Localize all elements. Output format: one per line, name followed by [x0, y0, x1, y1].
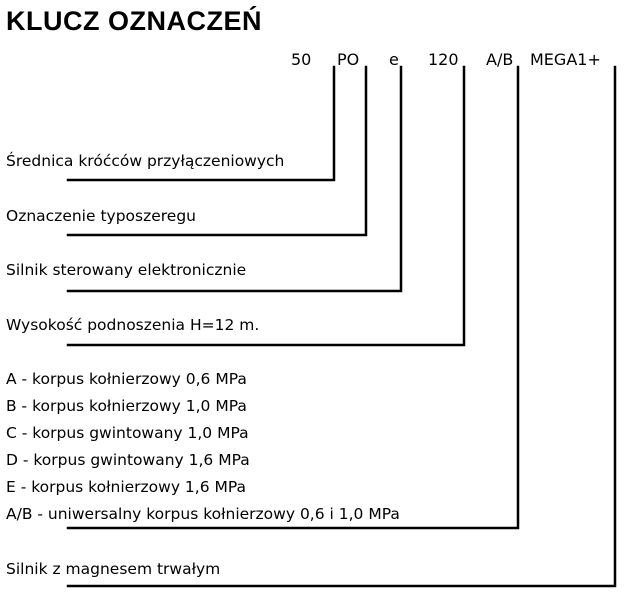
label-motor: Silnik z magnesem trwałym: [6, 560, 221, 578]
code-part-motor: MEGA1+: [530, 50, 601, 69]
connector-series: [68, 67, 366, 235]
body-variant-item: B - korpus kołnierzowy 1,0 MPa: [6, 397, 247, 415]
label-diameter: Średnica króćców przyłączeniowych: [6, 152, 285, 170]
body-variant-item: C - korpus gwintowany 1,0 MPa: [6, 424, 249, 442]
label-series: Oznaczenie typoszeregu: [6, 207, 196, 225]
code-part-electronic: e: [389, 50, 399, 69]
code-part-body: A/B: [486, 50, 514, 69]
connector-motor: [68, 67, 615, 586]
body-variant-item: D - korpus gwintowany 1,6 MPa: [6, 451, 250, 469]
label-electronic: Silnik sterowany elektronicznie: [6, 261, 247, 279]
diagram-title: KLUCZ OZNACZEŃ: [6, 6, 262, 36]
body-variant-item: A/B - uniwersalny korpus kołnierzowy 0,6 i 1,0 MPa: [6, 505, 400, 523]
connector-head: [68, 67, 464, 345]
code-part-head: 120: [428, 50, 459, 69]
label-head: Wysokość podnoszenia H=12 m.: [6, 316, 260, 334]
body-variant-item: E - korpus kołnierzowy 1,6 MPa: [6, 478, 247, 496]
connector-body: [68, 67, 518, 528]
connector-diameter: [68, 67, 334, 180]
code-part-diameter: 50: [291, 50, 312, 69]
code-part-series: PO: [337, 50, 360, 69]
body-variant-item: A - korpus kołnierzowy 0,6 MPa: [6, 370, 247, 388]
